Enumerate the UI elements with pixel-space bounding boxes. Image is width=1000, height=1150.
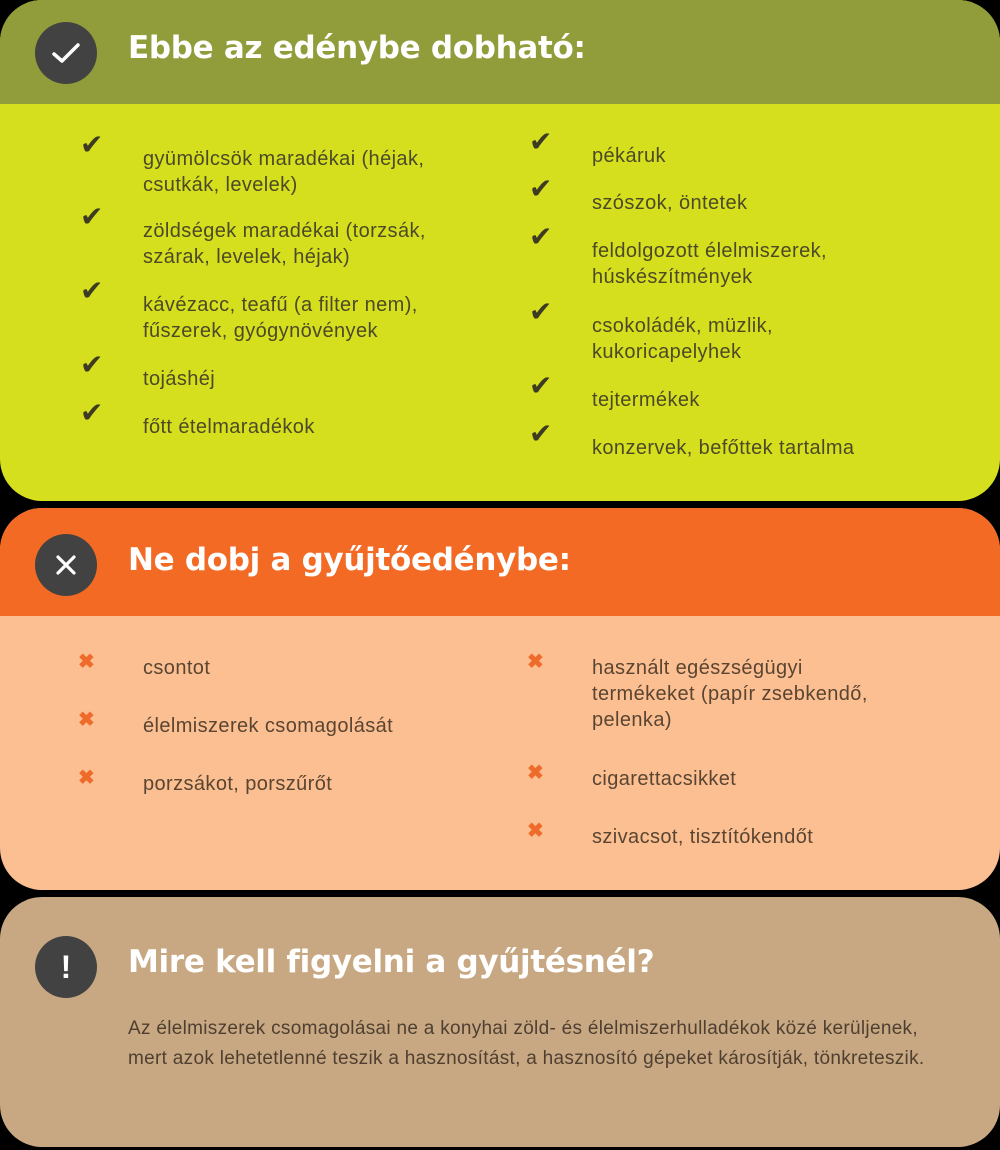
item-text: tojáshéj — [143, 368, 216, 390]
item-text: húskészítmények — [592, 266, 753, 288]
item-text: termékeket (papír zsebkendő, — [592, 683, 868, 705]
item-text: fűszerek, gyógynövények — [143, 320, 378, 342]
checkmark-icon: ✔ — [529, 370, 553, 401]
forbidden-items-card — [0, 508, 1000, 890]
item-text: cigarettacsikket — [592, 768, 737, 790]
item-text: csutkák, levelek) — [143, 174, 298, 196]
item-text: gyümölcsök maradékai (héjak, — [143, 148, 425, 170]
item-text: szivacsot, tisztítókendőt — [592, 826, 814, 848]
item-text: pelenka) — [592, 709, 672, 731]
item-text: kukoricapelyhek — [592, 341, 742, 363]
notice-text: Az élelmiszerek csomagolásai ne a konyhai zöld- és élelmiszerhulladékok közé kerüljenek, mert azok lehetetlenné teszik a hasznosítást, a hasznosító gépeket károsítják, tönkreteszik. — [128, 1018, 925, 1069]
item-text: élelmiszerek csomagolását — [143, 715, 394, 737]
item-text: szárak, levelek, héjak) — [143, 246, 351, 268]
forbidden-title: Ne dobj a gyűjtőedénybe: — [128, 542, 571, 578]
x-icon — [35, 534, 97, 596]
item-text: szószok, öntetek — [592, 192, 748, 214]
cross-icon: ✖ — [78, 767, 96, 789]
exclamation-icon: ! — [35, 936, 97, 998]
item-text: kávézacc, teafű (a filter nem), — [143, 294, 418, 316]
allowed-title: Ebbe az edénybe dobható: — [128, 30, 586, 66]
checkmark-icon: ✔ — [80, 397, 104, 428]
cross-icon: ✖ — [78, 709, 96, 731]
item-text: csontot — [143, 657, 211, 679]
cross-icon: ✖ — [527, 820, 545, 842]
notice-title: Mire kell figyelni a gyűjtésnél? — [128, 944, 655, 980]
checkmark-icon: ✔ — [80, 129, 104, 160]
checkmark-icon: ✔ — [529, 126, 553, 157]
checkmark-icon: ✔ — [80, 201, 104, 232]
check-icon — [35, 22, 97, 84]
notice-card — [0, 897, 1000, 1147]
cross-icon: ✖ — [78, 651, 96, 673]
item-text: főtt ételmaradékok — [143, 416, 315, 438]
item-text: konzervek, befőttek tartalma — [592, 437, 855, 459]
forbidden-header — [0, 508, 1000, 616]
checkmark-icon: ✔ — [529, 296, 553, 327]
item-text: tejtermékek — [592, 389, 700, 411]
item-text: használt egészségügyi — [592, 657, 803, 679]
allowed-items-card — [0, 0, 1000, 501]
checkmark-icon: ✔ — [529, 221, 553, 252]
checkmark-icon: ✔ — [529, 173, 553, 204]
cross-icon: ✖ — [527, 651, 545, 673]
item-text: zöldségek maradékai (torzsák, — [143, 220, 426, 242]
item-text: porzsákot, porszűrőt — [143, 773, 333, 795]
checkmark-icon: ✔ — [80, 349, 104, 380]
checkmark-icon: ✔ — [80, 275, 104, 306]
cross-icon: ✖ — [527, 762, 545, 784]
allowed-header — [0, 0, 1000, 104]
checkmark-icon: ✔ — [529, 418, 553, 449]
item-text: pékáruk — [592, 145, 666, 167]
item-text: feldolgozott élelmiszerek, — [592, 240, 827, 262]
item-text: csokoládék, müzlik, — [592, 315, 773, 337]
